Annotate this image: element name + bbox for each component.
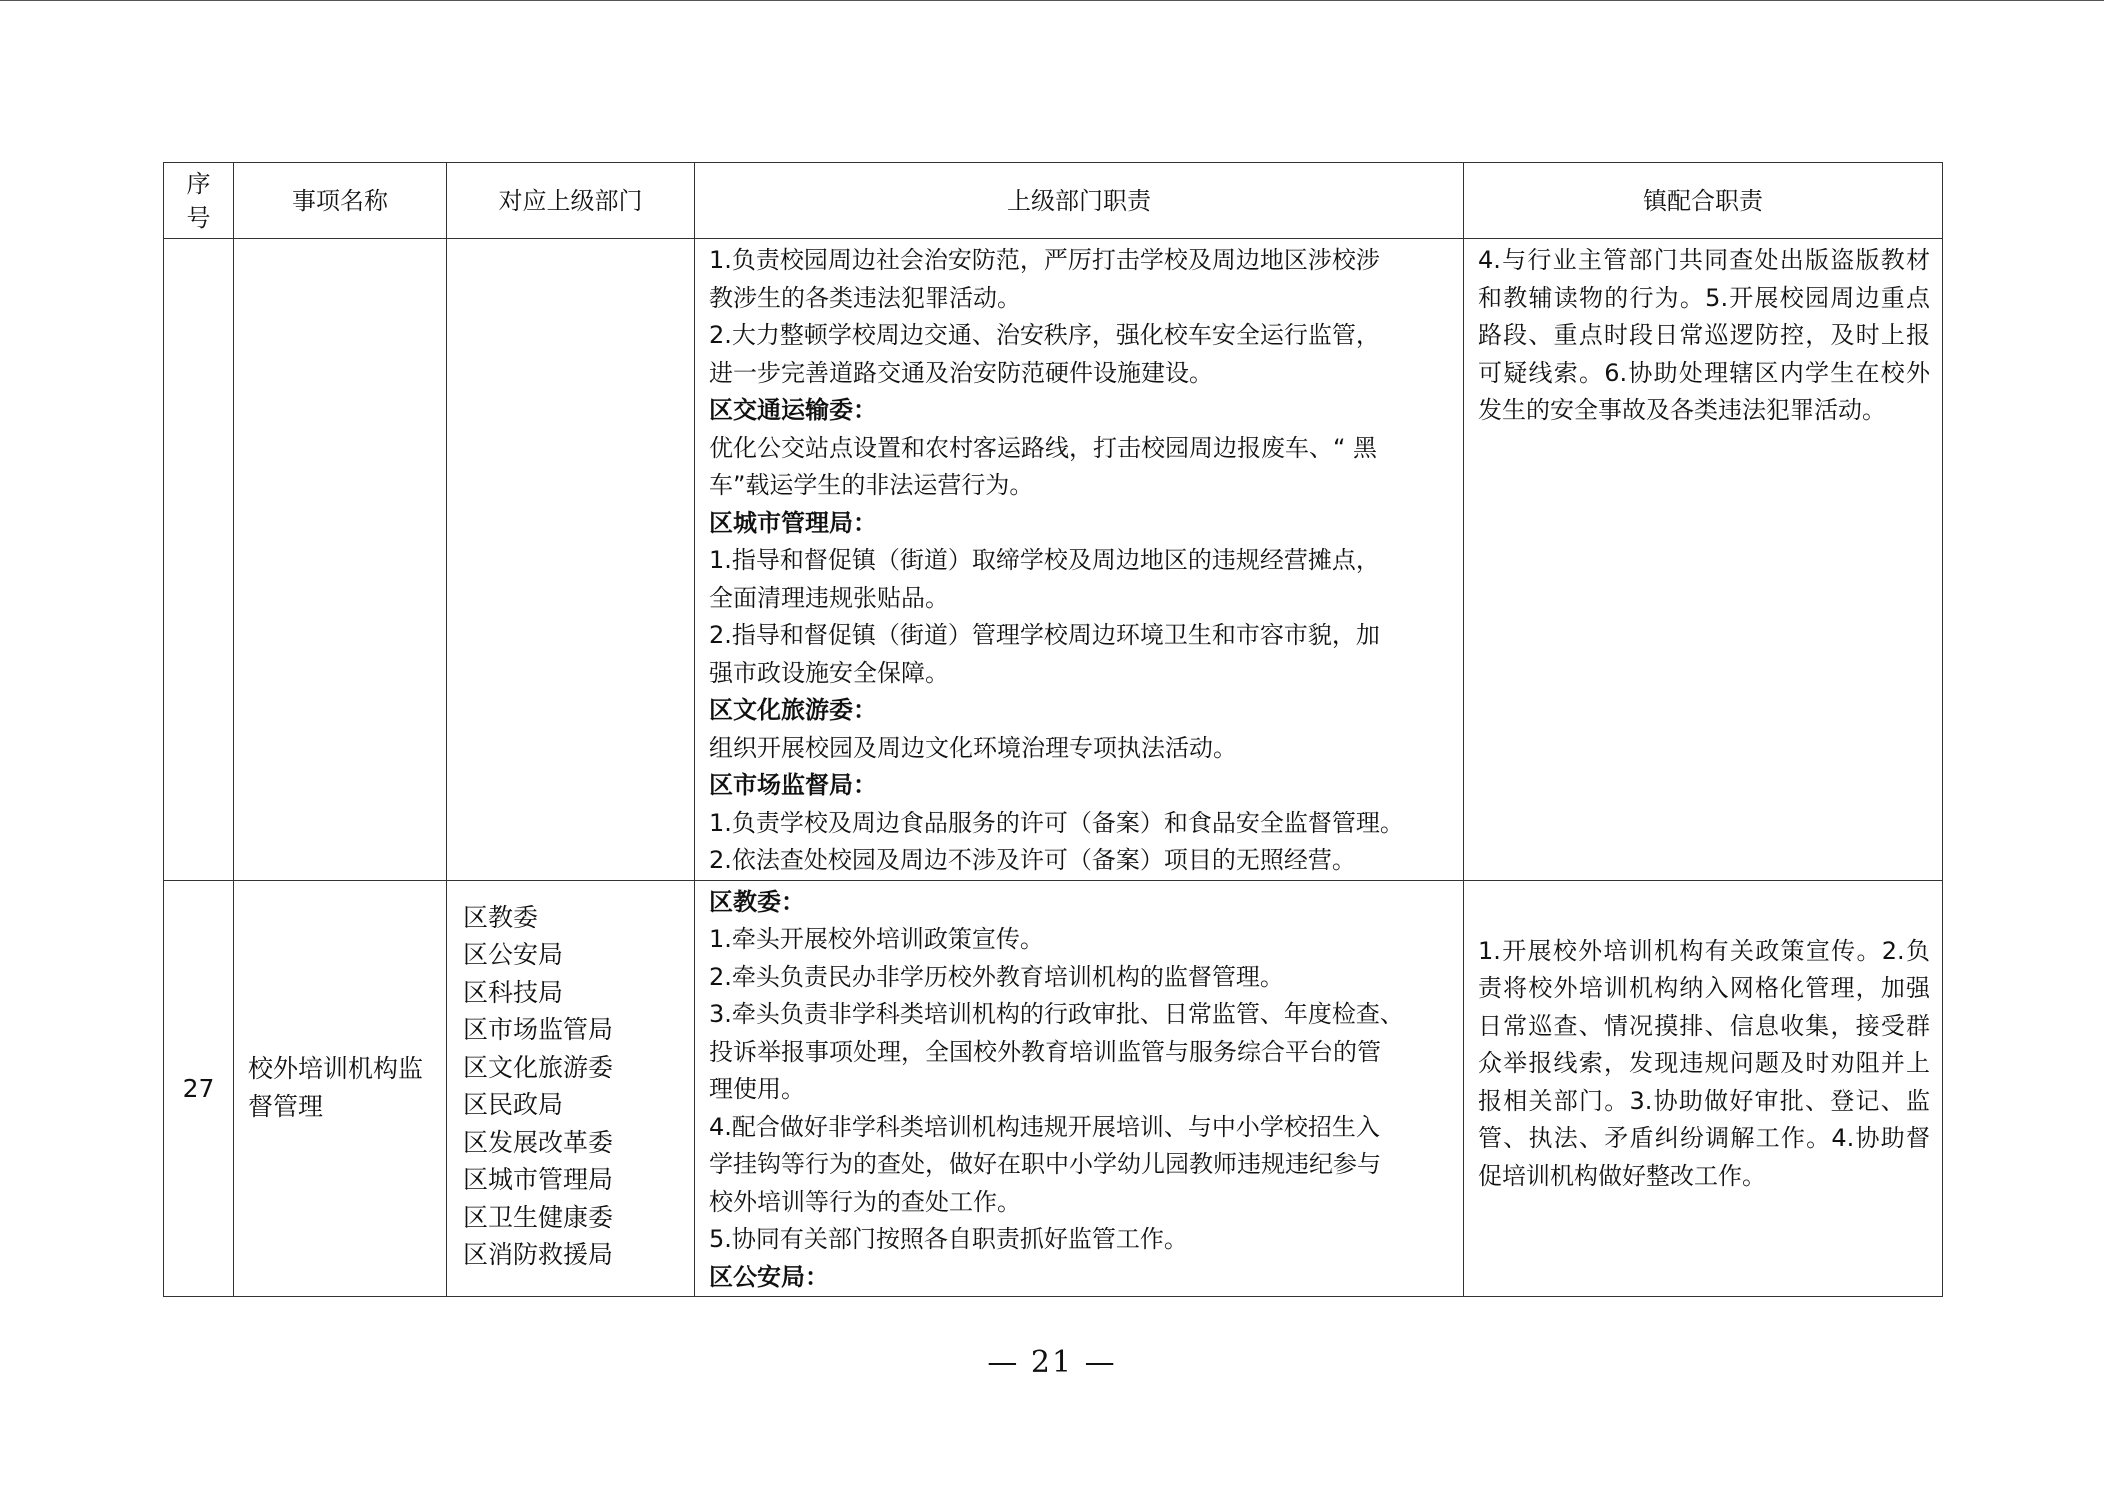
text-line: 矛盾纠纷调解工作。	[1604, 1124, 1832, 1152]
text-line: 全事故及各类违法犯罪活动。	[1574, 396, 1886, 424]
duty-table	[163, 162, 1943, 1297]
header-seq-label: 序号	[186, 169, 211, 232]
text-line: 投诉举报事项处理，全国校外教育培训监管与服务综合平台的管	[709, 1037, 1381, 1066]
page-number: — 21 —	[987, 1345, 1117, 1380]
text-line: 优化公交站点设置和农村客运路线，打击校园周边报废车、“ 黑	[709, 433, 1378, 462]
dept-item: 区消防救援局	[463, 1240, 614, 1269]
row27-upper-duty-text	[695, 881, 1463, 1297]
row27-town-duty-text	[1464, 881, 1942, 1196]
text-line: 组织开展校园及周边文化环境治理专项执法活动。	[709, 733, 1237, 762]
text-line: 校外培训等行为的查处工作。	[709, 1187, 1021, 1216]
cont-name-cell	[234, 239, 447, 881]
dept-item: 区发展改革委	[463, 1127, 614, 1157]
text-line: 区文化旅游委：	[709, 696, 877, 724]
text-line: 2.负责将校外培训机构纳入网格化管	[1478, 936, 1930, 1002]
dept-item: 区教委	[463, 902, 539, 932]
table-row-27	[164, 880, 1943, 1297]
text-line: 学挂钩等行为的查处，做好在职中小学幼儿园教师违规违纪参与	[709, 1150, 1381, 1178]
cont-upper-duty-cell	[695, 239, 1464, 881]
dept-item: 区城市管理局	[463, 1165, 614, 1194]
dept-item: 区卫生健康委	[463, 1202, 614, 1232]
text-line: 车”载运学生的非法运营行为。	[709, 471, 1034, 499]
text-line: 区公安局：	[709, 1262, 829, 1291]
dept-item: 区科技局	[463, 977, 564, 1007]
text-line: 1.开展校外培训机构有关政策宣传。	[1478, 936, 1882, 965]
page-top-edge	[0, 0, 2104, 1]
cont-upper-duty-text	[695, 239, 1463, 880]
text-line: 教涉生的各类违法犯罪活动。	[709, 283, 1021, 312]
row27-town-duty-cell	[1464, 880, 1943, 1297]
row27-dept-list	[447, 881, 694, 1274]
row27-upper-duty-cell	[695, 880, 1464, 1297]
header-seq	[164, 163, 234, 239]
text-line: 材和教辅读物的行为。	[1478, 246, 1930, 312]
text-line: 1.负责学校及周边食品服务的许可（备案）和食品安全监督管理。	[709, 808, 1404, 837]
text-line: 2.依法查处校园及周边不涉及许可（备案）项目的无照经营。	[709, 846, 1356, 874]
header-upper-dept: 对应上级部门	[447, 163, 695, 239]
text-line: 5.开展校园周边重点路段、重点时段日	[1478, 283, 1930, 349]
text-line: 4.配合做好非学科类培训机构违规开展培训、与中小学校招生入	[709, 1112, 1380, 1141]
text-line: 1.牵头开展校外培训政策宣传。	[709, 925, 1044, 953]
text-line: 进一步完善道路交通及治安防范硬件设施建设。	[709, 358, 1213, 387]
cont-dept-cell	[447, 239, 695, 881]
dept-item: 区市场监管局	[463, 1015, 614, 1044]
cont-town-duty-cell	[1464, 239, 1943, 881]
text-line: 区城市管理局：	[709, 508, 877, 537]
text-line: 理，加强日常巡查、情况摸排、信息收	[1478, 974, 1931, 1040]
text-line: 3.协助做好审批、登记、监管、执法、	[1478, 1086, 1930, 1152]
text-line: 强市政设施安全保障。	[709, 658, 949, 687]
row27-seq: 27	[164, 880, 234, 1297]
cont-seq-cell	[164, 239, 234, 881]
dept-item: 区民政局	[463, 1090, 564, 1119]
table-header-row	[164, 163, 1943, 239]
text-line: 1.负责校园周边社会治安防范，严厉打击学校及周边地区涉校涉	[709, 246, 1380, 274]
text-line: 集，接受群众举报线索，发现违规问题	[1478, 1011, 1931, 1077]
text-line: 6.协助处理辖区内学生在校外发生的安	[1478, 358, 1931, 424]
header-item-name: 事项名称	[234, 163, 447, 239]
header-upper-duty: 上级部门职责	[695, 163, 1464, 239]
text-line: 1.指导和督促镇（街道）取缔学校及周边地区的违规经营摊点，	[709, 546, 1380, 574]
text-line: 理使用。	[709, 1075, 805, 1103]
text-line: 及时劝阻并上报相关部门。	[1478, 1049, 1931, 1115]
dept-item: 区文化旅游委	[463, 1052, 614, 1082]
text-line: 全面清理违规张贴品。	[709, 583, 949, 612]
dept-item: 区公安局	[463, 940, 564, 969]
text-line: 区交通运输委：	[709, 396, 877, 424]
text-line: 区市场监督局：	[709, 771, 877, 799]
row27-item-name: 校外培训机构监督管理	[234, 880, 447, 1297]
text-line: 4.协助督促培训机构做好整改工作。	[1478, 1124, 1931, 1190]
text-line: 3.牵头负责非学科类培训机构的行政审批、日常监管、年度检查、	[709, 1000, 1404, 1028]
text-line: 4.与行业主管部门共同查处出版盗版教	[1478, 246, 1906, 274]
text-line: 2.大力整顿学校周边交通、治安秩序，强化校车安全运行监管，	[709, 321, 1380, 349]
text-line: 2.牵头负责民办非学历校外教育培训机构的监督管理。	[709, 962, 1284, 991]
text-line: 区教委：	[709, 887, 805, 916]
text-line: 2.指导和督促镇（街道）管理学校周边环境卫生和市容市貌，加	[709, 621, 1380, 649]
cont-town-duty-text	[1464, 239, 1942, 430]
table-row-continuation	[164, 239, 1943, 881]
header-town-duty: 镇配合职责	[1464, 163, 1943, 239]
text-line: 常巡逻防控，及时上报可疑线索。	[1478, 321, 1931, 387]
row27-dept-cell	[447, 880, 695, 1297]
text-line: 5.协同有关部门按照各自职责抓好监管工作。	[709, 1225, 1188, 1253]
